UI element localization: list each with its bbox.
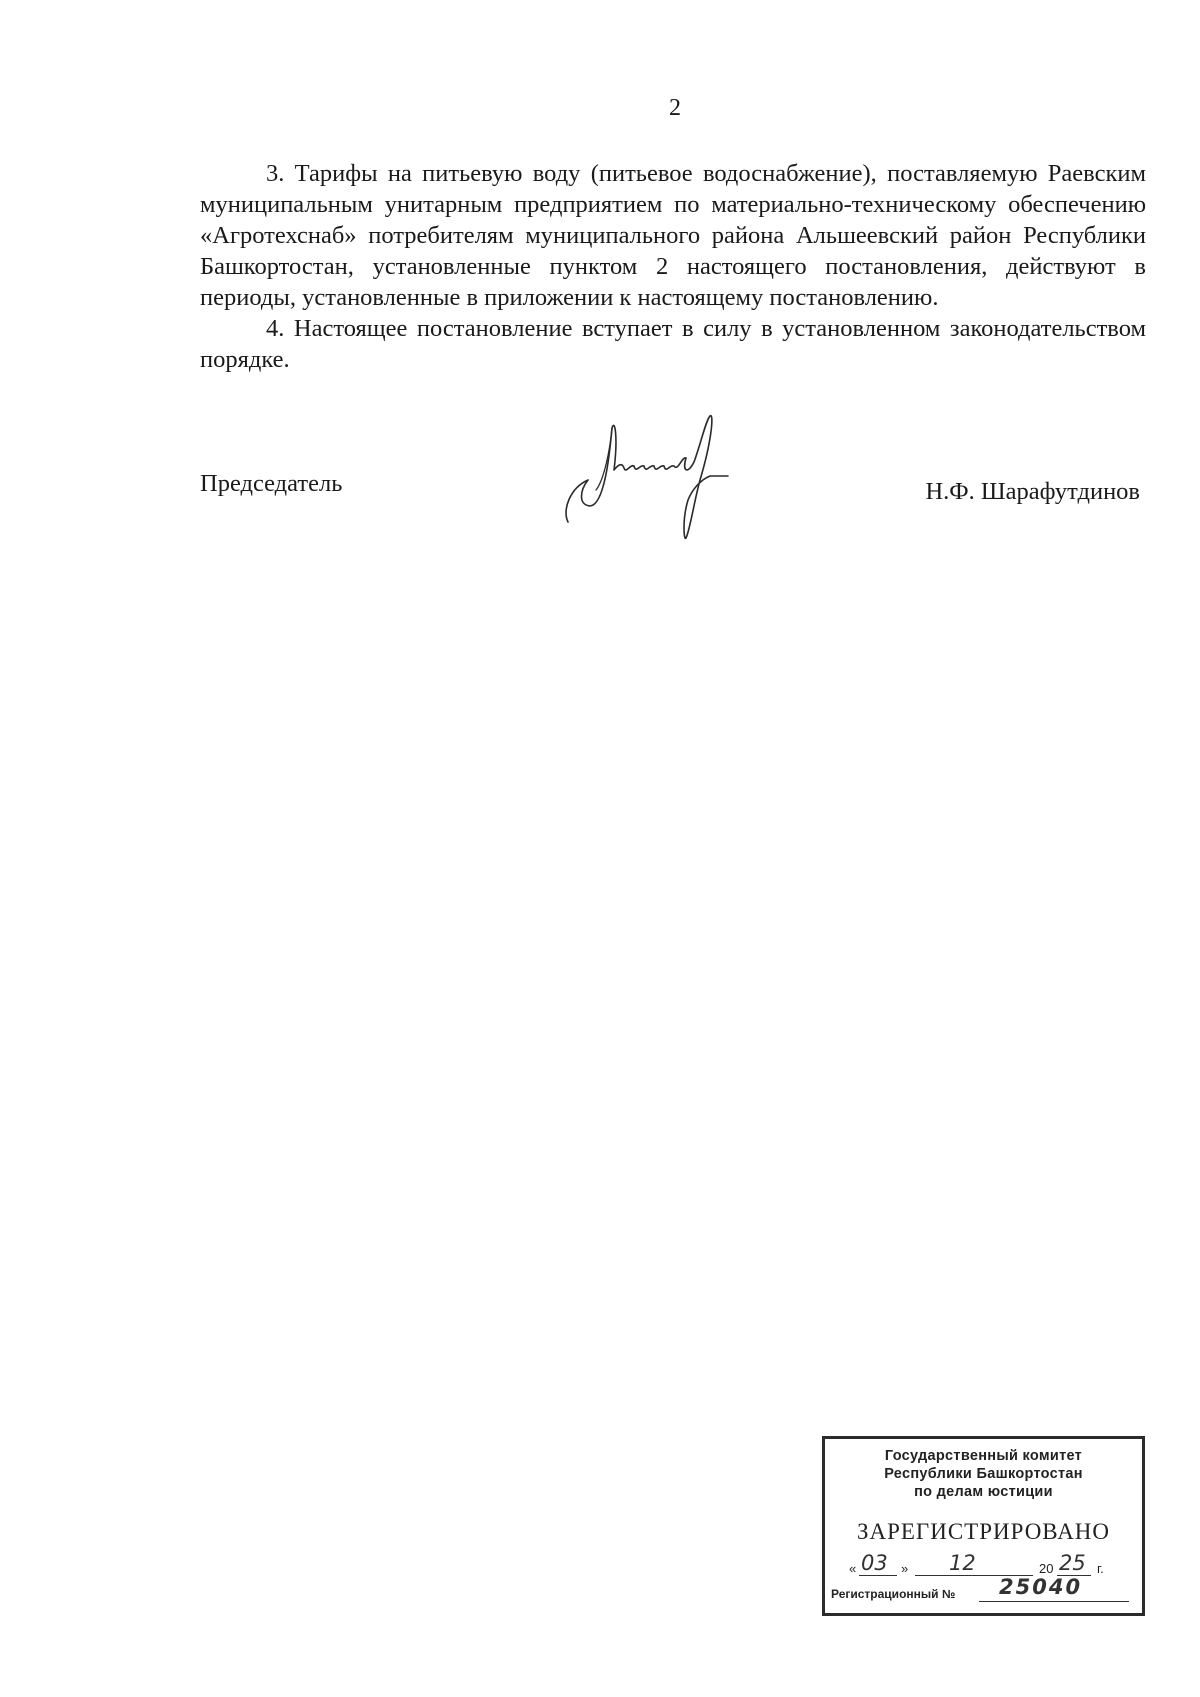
reg-number: 25040: [999, 1575, 1083, 1599]
signer-name: Н.Ф. Шарафутдинов: [925, 478, 1140, 505]
stamp-org-line: Государственный комитет: [884, 1448, 1083, 1464]
year-prefix: 20: [1039, 1561, 1054, 1576]
page-number: 2: [669, 95, 681, 121]
signer-title: Председатель: [200, 470, 343, 497]
stamp-org-line: по делам юстиции: [914, 1484, 1053, 1500]
reg-number-line: [979, 1601, 1129, 1602]
stamp-registration: [831, 1575, 1131, 1601]
document-body: [200, 158, 1146, 375]
date-open-quote: «: [849, 1561, 857, 1576]
reg-label: Регистрационный №: [831, 1587, 956, 1601]
paragraph-3: 3. Тарифы на питьевую воду (питьевое водоснабжение), поставляемую Раевским муниципальным унитарным предприятием по материально-техническому обеспечению «Агротехснаб» потребителям муниципального района Альшеевский район Республики Башкортостан, установленные пунктом 2 настоящего постановления, действуют в периоды, установленные в приложении к настоящему постановлению.: [200, 160, 1146, 311]
stamp-title: ЗАРЕГИСТРИРОВАНО: [856, 1519, 1111, 1544]
stamp-org-line: Республики Башкортостан: [884, 1466, 1083, 1482]
date-month: 12: [949, 1551, 976, 1575]
paragraph-4: 4. Настоящее постановление вступает в силу в установленном законодательством порядке.: [200, 315, 1146, 373]
year-unit: г.: [1097, 1561, 1104, 1576]
registration-stamp: [822, 1436, 1145, 1616]
year-suffix: 25: [1059, 1551, 1086, 1575]
date-day: 03: [861, 1551, 888, 1575]
date-day-line: [859, 1575, 897, 1576]
handwritten-signature: [560, 410, 730, 545]
stamp-organization: [825, 1447, 1142, 1501]
date-close-quote: »: [901, 1561, 909, 1576]
stamp-date: [849, 1551, 1129, 1581]
